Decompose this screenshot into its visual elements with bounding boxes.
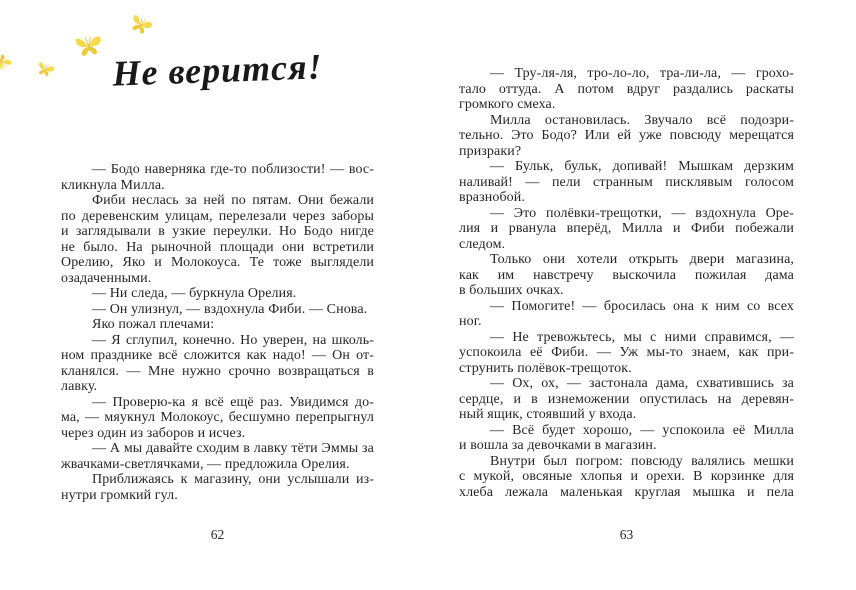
text-line: Милла остановилась. Звучало всё подозри- [490, 112, 794, 128]
text-line: — Помогите! — бросилась она к ним со всех [490, 298, 794, 314]
text-line: по деревенским улицам, перелезали через заборы [61, 208, 374, 224]
text-line: — Бодо наверняка где-то поблизости! — вос- [92, 162, 374, 177]
text-line: успокоила её Фиби. — Уж мы-то знаем, как при- [459, 345, 794, 360]
text-line: и вошла за девочками в магазин. [459, 438, 657, 453]
text-line: — Тру-ля-ля, тро-ло-ло, тра-ли-ла, — грохо- [490, 66, 794, 81]
page-number-right: 63 [619, 527, 634, 542]
text-line: ног. [459, 314, 482, 329]
text-line: Яко пожал плечами: [92, 317, 215, 332]
text-line: лавку. [61, 379, 98, 394]
text-line: Фиби неслась за ней по пятам. Они бежали [92, 193, 374, 208]
butterfly-icon [126, 10, 157, 40]
text-line: Только они хотели открыть двери магазина, [490, 252, 794, 267]
text-line: тельно. Это Бодо? Или ей уже повсюду мерещатся [459, 128, 794, 143]
text-line: ный ящик, стоявший у входа. [459, 407, 637, 422]
text-line: ном празднике всё сложится как надо! — Он от- [61, 348, 374, 363]
butterfly-icon [34, 58, 57, 80]
text-line: — Я сглупил, конечно. Но уверен, на школь- [92, 332, 374, 348]
text-line: — Проверю-ка я всё ещё раз. Увидимся до- [92, 394, 374, 410]
text-line: — Это полёвки-трещотки, — вздохнула Оре- [490, 205, 794, 221]
text-line: громкого смеха. [459, 97, 556, 112]
text-line: — Всё будет хорошо, — успокоила её Милла [490, 422, 794, 438]
text-line: — Он улизнул, — вздохнула Фиби. — Снова. [92, 301, 368, 317]
text-line: ма, — мяукнул Молокоус, бесшумно перепрыгнул [61, 410, 374, 425]
text-line: кликнула Милла. [61, 177, 165, 193]
butterfly-icon [0, 49, 15, 76]
right-page-text [459, 66, 794, 500]
text-line: — Ох, ох, — застонала дама, схватившись за [490, 376, 794, 391]
text-line: Орелию, Яко и Молокоуса. Те тоже выглядели [61, 255, 374, 270]
text-line: следом. [459, 236, 506, 252]
text-line: наливай! — пели странным писклявым голосом [459, 174, 794, 190]
text-line: хлеба лежала маленькая круглая мышка и пела [459, 484, 794, 500]
left-page-text [61, 162, 374, 503]
text-line: сердце, и в изнеможении опустилась на деревян- [459, 391, 794, 407]
chapter-title: Не верится! [111, 46, 324, 94]
text-line: кланялся. — Мне нужно срочно возвращаться в [61, 363, 374, 379]
text-line: через один из заборов и исчез. [61, 425, 246, 441]
page-number-left: 62 [210, 527, 225, 542]
text-line: струнить полёвок-трещоток. [459, 360, 632, 376]
text-line: жвачками-светлячками, — предложила Орелия. [61, 456, 350, 472]
text-line: лия и рванула вперёд, Милла и Фиби побежали [459, 221, 794, 236]
text-line: с мукой, овсяные хлопья и орехи. В корзинке для [459, 469, 794, 484]
text-line: озадаченными. [61, 270, 152, 286]
text-line: вразнобой. [459, 190, 525, 205]
text-line: как им навстречу выскочила пожилая дама [459, 267, 794, 283]
text-line: — Не тревожьтесь, мы с ними справимся, — [490, 329, 794, 345]
text-line: Внутри был погром: повсюду валялись мешки [490, 453, 794, 469]
text-line: призраки? [459, 143, 522, 159]
text-line: не было. На рыночной площади они встретили [61, 239, 374, 255]
text-line: и заглядывали в узкие переулки. Но Бодо нигде [61, 224, 374, 239]
text-line: — Бульк, бульк, допивай! Мышкам дерзким [490, 159, 794, 174]
text-line: тало оттуда. А потом вдруг раздались раскаты [459, 81, 794, 97]
text-line: в больших очках. [459, 283, 564, 298]
text-line: нутри громкий гул. [61, 487, 178, 503]
text-line: Приближаясь к магазину, они услышали из- [92, 472, 374, 487]
text-line: — А мы давайте сходим в лавку тёти Эммы за [92, 441, 374, 456]
text-line: — Ни следа, — буркнула Орелия. [92, 286, 297, 301]
